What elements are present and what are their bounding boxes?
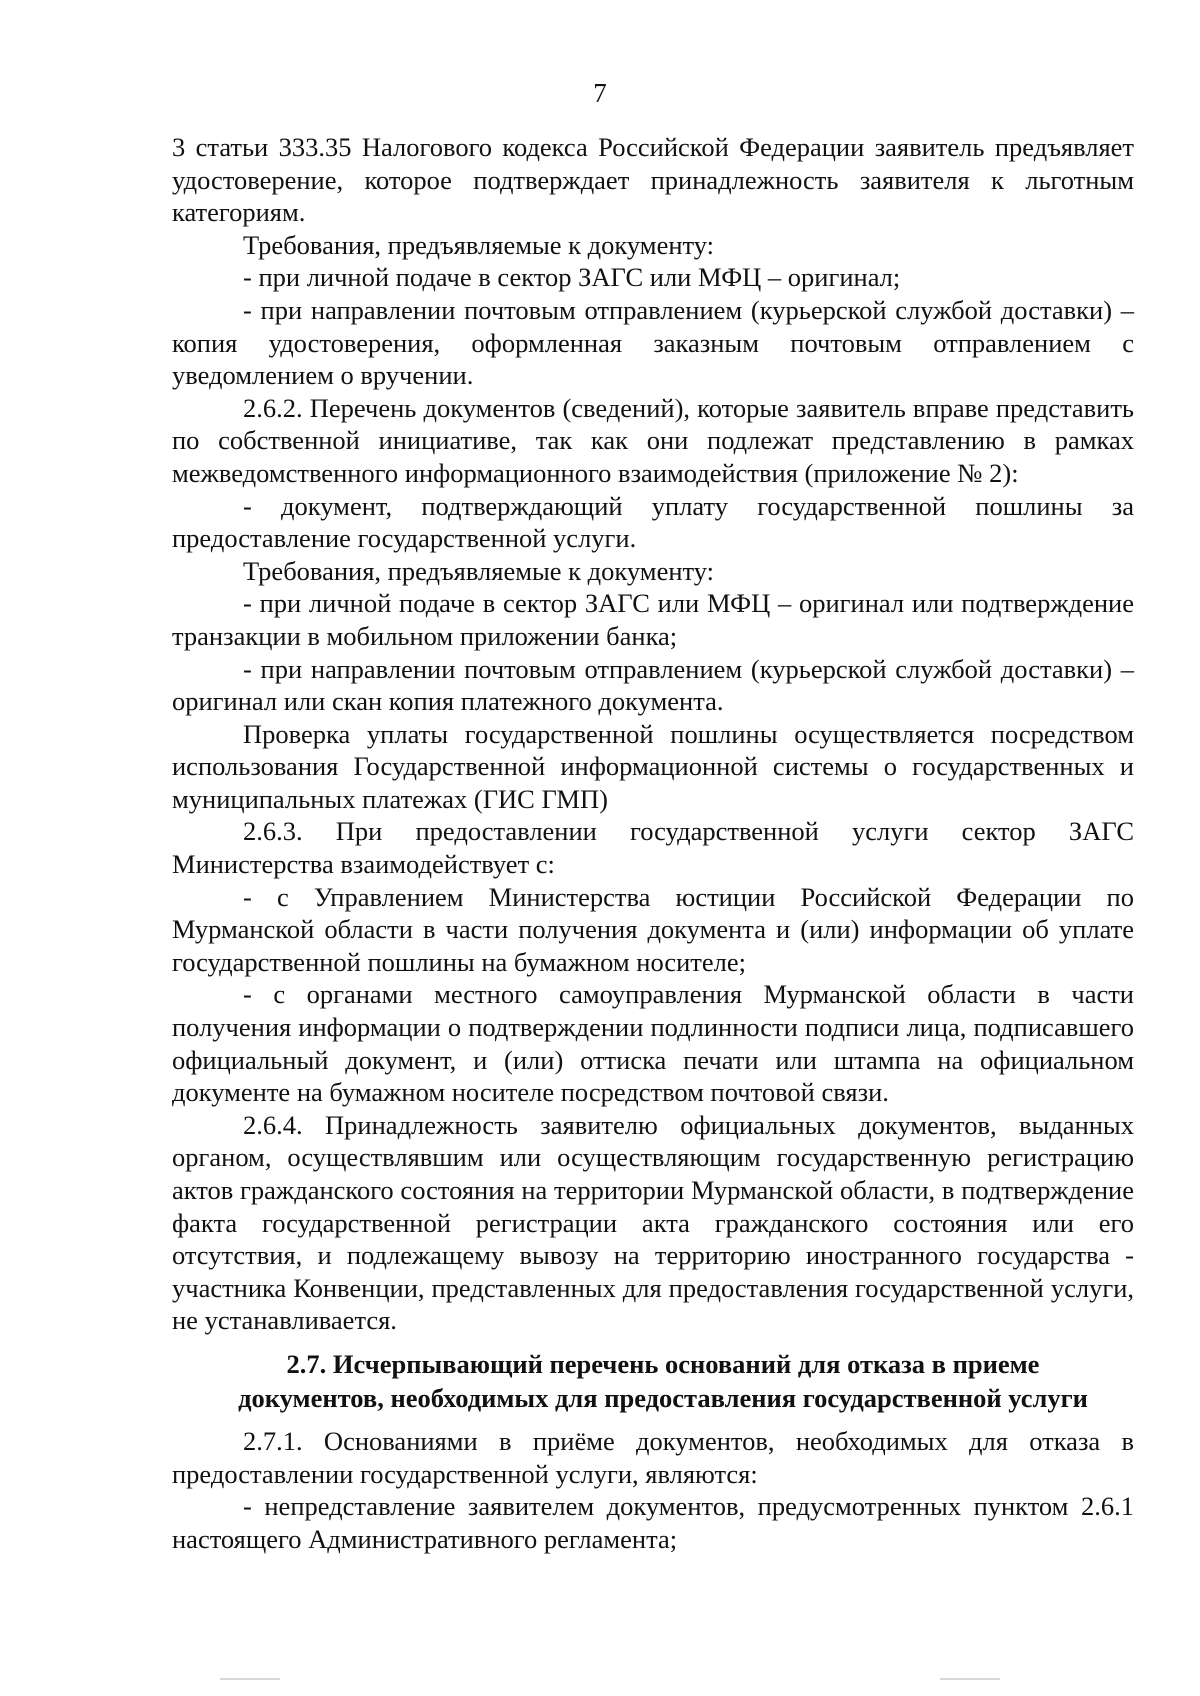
list-item: - непредставление заявителем документов, предусмотренных пунктом 2.6.1 настоящего Административного регламента; (172, 1491, 1134, 1554)
paragraph: Проверка уплаты государственной пошлины осуществляется посредством использования Государственной информационной системы о государственных и муниципальных платежах (ГИС ГМП) (172, 718, 1134, 814)
scan-artifact (220, 1678, 280, 1680)
page-number: 7 (593, 78, 607, 108)
list-item: - при направлении почтовым отправлением (курьерской службой доставки) – копия удостоверения, оформленная заказным почтовым отправлением с уведомлением о вручении. (172, 294, 1134, 391)
scan-artifact (940, 1678, 1000, 1680)
list-item: - с Управлением Министерства юстиции Российской Федерации по Мурманской области в части получения документа и (или) информации об уплате государственной пошлины на бумажном носителе; (172, 881, 1134, 977)
list-item: - при личной подаче в сектор ЗАГС или МФЦ – оригинал; (243, 262, 901, 293)
paragraph-2-6-4: 2.6.4. Принадлежность заявителю официальных документов, выданных органом, осуществлявшим или осуществляющим государственную регистрацию актов гражданского состояния на территории Мурманской области, в подтверждение факта государственной регистрации акта гражданского состояния или его отсутствия, и подлежащему вывозу на территорию иностранного государства - участника Конвенции, представленных для предоставления государственной услуги, не устанавливается. (172, 1109, 1134, 1336)
list-item: - документ, подтверждающий уплату государственной пошлины за предоставление государственной услуги. (172, 490, 1134, 554)
section-heading-2-7 (172, 1347, 1134, 1415)
list-item: - с органами местного самоуправления Мурманской области в части получения информации о подтверждении подлинности подписи лица, подписавшего официальный документ, и (или) оттиска печати или штампа на официальном документе на бумажном носителе посредством почтовой связи. (172, 979, 1134, 1108)
paragraph: Требования, предъявляемые к документу: (243, 229, 715, 260)
list-item: - при личной подаче в сектор ЗАГС или МФЦ – оригинал или подтверждение транзакции в мобильном приложении банка; (172, 588, 1134, 651)
document-body (172, 131, 1134, 1555)
list-item: - при направлении почтовым отправлением (курьерской службой доставки) – оригинал или скан копия платежного документа. (172, 653, 1134, 717)
paragraph-2-6-2: 2.6.2. Перечень документов (сведений), которые заявитель вправе представить по собственной инициативе, так как они подлежат представлению в рамках межведомственного информационного взаимодействия (приложение № 2): (172, 392, 1134, 488)
section-heading-line: 2.7. Исчерпывающий перечень оснований для отказа в приеме (286, 1348, 1040, 1379)
section-heading-line: документов, необходимых для предоставления государственной услуги (238, 1382, 1088, 1413)
paragraph: 3 статьи 333.35 Налогового кодекса Российской Федерации заявитель предъявляет удостоверение, которое подтверждает принадлежность заявителя к льготным категориям. (172, 132, 1134, 228)
paragraph-2-7-1: 2.7.1. Основаниями в приёме документов, необходимых для отказа в предоставлении государственной услуги, являются: (172, 1425, 1134, 1489)
paragraph-2-6-3: 2.6.3. При предоставлении государственной услуги сектор ЗАГС Министерства взаимодействует с: (172, 816, 1134, 880)
paragraph: Требования, предъявляемые к документу: (243, 555, 715, 586)
